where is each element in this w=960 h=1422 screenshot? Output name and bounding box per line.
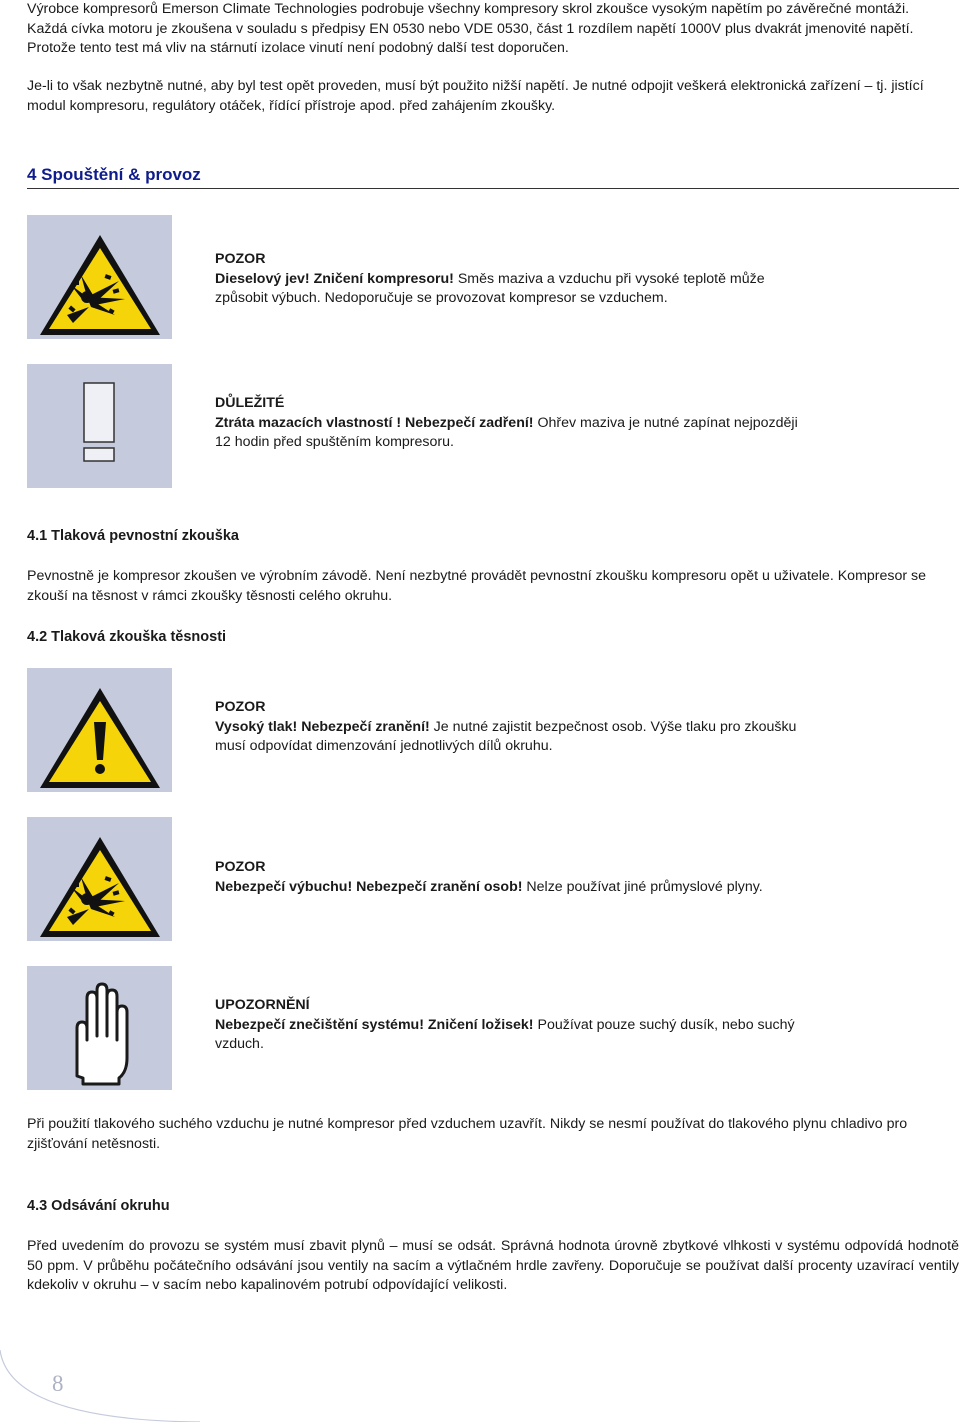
notice-4-icon-panel <box>27 817 172 941</box>
explosion-warning-icon <box>27 215 172 339</box>
notice-2 <box>215 394 805 453</box>
intro-line-2: Každá cívka motoru je zkoušena v souladu s předpisy EN 0530 nebo VDE 0530, část 1 rozdílem napětí 1000V plus dvakrát jmenovité napětí. <box>27 20 914 37</box>
hand-caution-icon <box>27 966 172 1090</box>
notice-1-icon-panel <box>27 215 172 339</box>
notice-1-bold: Dieselový jev! Zničení kompresoru! <box>215 270 454 287</box>
notice-5-body <box>215 1016 805 1055</box>
notice-5-title: UPOZORNĚNÍ <box>215 997 310 1013</box>
notice-1-title: POZOR <box>215 251 266 267</box>
notice-3-bold: Vysoký tlak! Nebezpečí zranění! <box>215 718 430 735</box>
intro-text <box>27 0 959 59</box>
section-4-heading: 4 Spouštění & provoz <box>27 164 959 189</box>
notice-3 <box>215 698 805 757</box>
intro-line-3: Protože tento test má vliv na stárnutí izolace vinutí není podobný další test doporučen. <box>27 40 569 56</box>
notice-2-body <box>215 414 805 453</box>
notice-3-text: Je nutné zajistit bezpečnost osob. Výše tlaku pro zkoušku musí odpovídat dimenzování jednotlivých dílů okruhu. <box>215 718 797 754</box>
section-4-3-text: Před uvedením do provozu se systém musí zbavit plynů – musí se odsát. Správná hodnota úrovně zbytkové vlhkosti v systému odpovídá hodnotě 50 ppm. V průběhu počátečního odsávání jsou ventily na sacím a výtlačném hrdle zavřeny. Doporučuje se používat další procenty uzavírací ventily kdekoliv v okruhu – v sacím nebo kapalinovém potrubí odpovídající velikosti. <box>27 1238 959 1293</box>
explosion-warning-icon <box>27 817 172 941</box>
notice-5-text: Používat pouze suchý dusík, nebo suchý vzduch. <box>215 1016 795 1052</box>
section-4-1-heading: 4.1 Tlaková pevnostní zkouška <box>27 528 239 544</box>
notice-4-bold: Nebezpečí výbuchu! Nebezpečí zranění osob! <box>215 878 523 895</box>
intro-paragraph-2: Je-li to však nezbytně nutné, aby byl test opět proveden, musí být použito nižší napětí. Je nutné odpojit veškerá elektronická zařízení – tj. jistící modul kompresoru, regulátory otáček, řídící přístroje apod. před zahájením zkoušky. <box>27 78 924 114</box>
general-warning-icon <box>27 668 172 792</box>
notice-2-title: DŮLEŽITÉ <box>215 395 285 411</box>
section-4-1-text: Pevnostně je kompresor zkoušen ve výrobním závodě. Není nezbytné provádět pevnostní zkoušku kompresoru opět u uživatele. Kompresor se zkouší na těsnost v rámci zkoušky těsnosti celého okruhu. <box>27 568 927 604</box>
notice-2-text: Ohřev maziva je nutné zapínat nejpozději 12 hodin před spuštěním kompresoru. <box>215 414 798 450</box>
important-exclamation-icon <box>27 364 172 488</box>
notice-4-title: POZOR <box>215 859 266 875</box>
section-4-2-text: Při použití tlakového suchého vzduchu je nutné kompresor před vzduchem uzavřít. Nikdy se nesmí používat do tlakového plynu chladivo pro zjišťování netěsnosti. <box>27 1116 908 1152</box>
section-4-2-heading: 4.2 Tlaková zkouška těsnosti <box>27 629 227 645</box>
section-4-3-heading: 4.3 Odsávání okruhu <box>27 1198 170 1214</box>
notice-3-icon-panel <box>27 668 172 792</box>
notice-3-title: POZOR <box>215 699 266 715</box>
notice-4 <box>215 858 805 897</box>
notice-4-text: Nelze používat jiné průmyslové plyny. <box>522 878 763 895</box>
notice-4-body <box>215 878 805 898</box>
notice-5 <box>215 996 805 1055</box>
notice-1-body <box>215 270 805 309</box>
notice-3-body <box>215 718 805 757</box>
notice-5-bold: Nebezpečí znečištění systému! Zničení ložisek! <box>215 1016 534 1033</box>
notice-5-icon-panel <box>27 966 172 1090</box>
notice-2-bold: Ztráta mazacích vlastností ! Nebezpečí zadření! <box>215 414 534 431</box>
notice-1 <box>215 250 805 309</box>
notice-1-text: Směs maziva a vzduchu při vysoké teplotě může způsobit výbuch. Nedoporučuje se provozovat kompresor se vzduchem. <box>215 270 765 306</box>
intro-line-1: Výrobce kompresorů Emerson Climate Technologies podrobuje všechny kompresory skrol zkoušce vysokým napětím po závěrečné montáži. <box>27 1 910 17</box>
page-number: 8 <box>52 1371 64 1396</box>
notice-2-icon-panel <box>27 364 172 488</box>
page-corner-decoration <box>0 1350 200 1422</box>
